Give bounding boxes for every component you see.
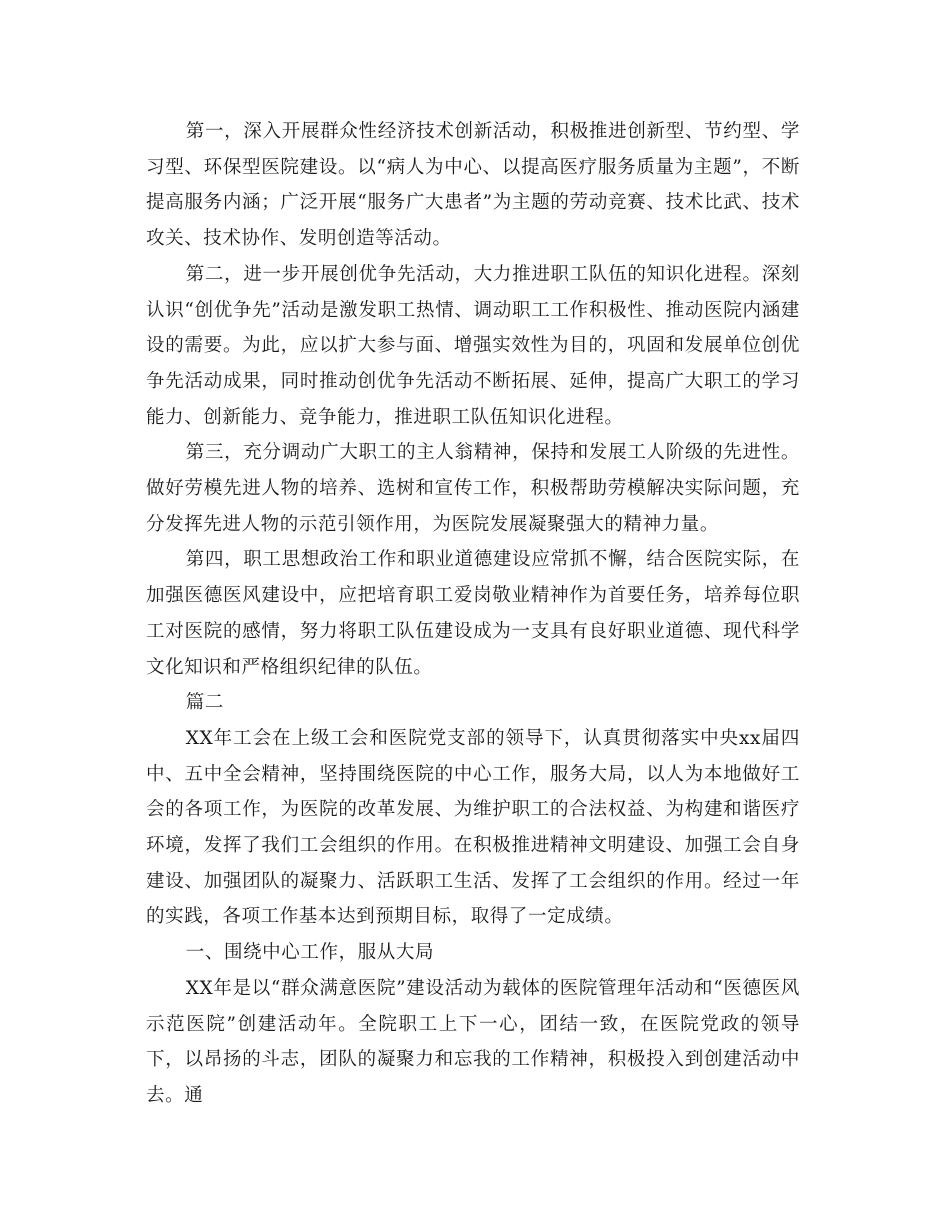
paragraph-section-one: XX年是以“群众满意医院”建设活动为载体的医院管理年活动和“医德医风示范医院”创建活动年。全院职工上下一心，团结一致，在医院党政的领导下，以昂扬的斗志，团队的凝聚力和忘我的工作精神，积极投入到创建活动中去。通 [146, 977, 800, 1106]
paragraph-fourth: 第四，职工思想政治工作和职业道德建设应常抓不懈，结合医院实际，在加强医德医风建设中，应把培育职工爱岗敬业精神作为首要任务，培养每位职工对医院的感情，努力将职工队伍建设成为一支具有良好职业道德、现代科学文化知识和严格组织纪律的队伍。 [146, 549, 800, 678]
document-body [146, 114, 800, 1114]
paragraph-second: 第二，进一步开展创优争先活动，大力推进职工队伍的知识化进程。深刻认识“创优争先”活动是激发职工热情、调动职工工作积极性、推动医院内涵建设的需要。为此，应以扩大参与面、增强实效性为目的，巩固和发展单位创优争先活动成果，同时推动创优争先活动不断拓展、延伸，提高广大职工的学习能力、创新能力、竞争能力，推进职工队伍知识化进程。 [146, 263, 800, 428]
section-heading-part-two: 篇二 [185, 692, 224, 714]
paragraph-part-two-intro: XX年工会在上级工会和医院党支部的领导下，认真贯彻落实中央xx届四中、五中全会精神，坚持围绕医院的中心工作，服务大局，以人为本地做好工会的各项工作，为医院的改革发展、为维护职工的合法权益、为构建和谐医疗环境，发挥了我们工会组织的作用。在积极推进精神文明建设、加强工会自身建设、加强团队的凝聚力、活跃职工生活、发挥了工会组织的作用。经过一年的实践，各项工作基本达到预期目标，取得了一定成绩。 [146, 727, 800, 928]
paragraph-first: 第一，深入开展群众性经济技术创新活动，积极推进创新型、节约型、学习型、环保型医院建设。以“病人为中心、以提高医疗服务质量为主题”，不断提高服务内涵；广泛开展“服务广大患者”为主题的劳动竞赛、技术比武、技术攻关、技术协作、发明创造等活动。 [146, 121, 800, 250]
paragraph-third: 第三，充分调动广大职工的主人翁精神，保持和发展工人阶级的先进性。做好劳模先进人物的培养、选树和宣传工作，积极帮助劳模解决实际问题，充分发挥先进人物的示范引领作用，为医院发展凝聚强大的精神力量。 [146, 442, 800, 535]
section-heading-one: 一、围绕中心工作，服从大局 [185, 942, 435, 964]
